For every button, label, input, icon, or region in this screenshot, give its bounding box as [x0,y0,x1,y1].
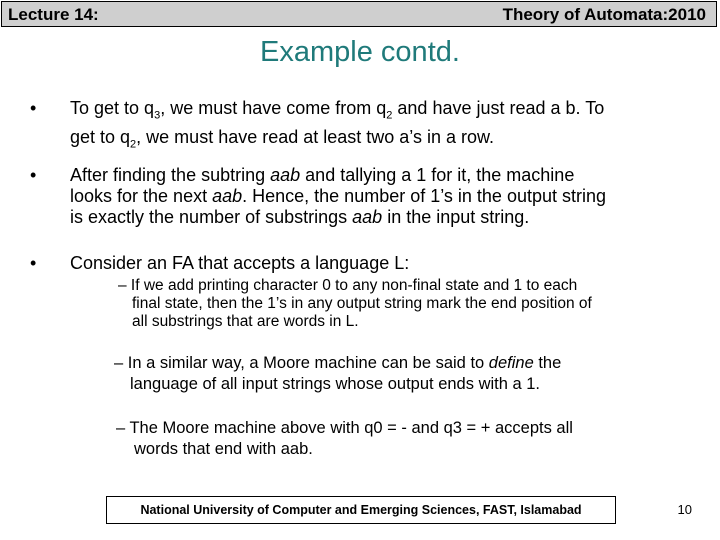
subitem-3 [116,418,696,460]
subitem-1 [118,277,688,331]
slide-footer: National University of Computer and Emerging Sciences, FAST, Islamabad [106,496,616,524]
bullet-1-text: To get to $q_3$, we must have come from $q_2$ and have just read a b. To get to $q_2$, we must have read at least two a’s in a row. [70,98,605,151]
page-number: 10 [677,502,692,517]
slide-header [1,1,717,27]
slide-title: Example contd. [260,36,460,68]
subitem-1-line-1: – If we add printing character 0 to any non-final state and 1 to each [118,277,578,294]
bullet-marker: • [30,165,37,185]
subitem-2: – In a similar way, a Moore machine can be said to define the language of all input strings whose output ends with a 1. [114,354,562,393]
bullet-2-text: After finding the subtring aab and tallying a 1 for it, the machine looks for the next aab. Hence, the number of 1’s in the output string is exactly the number of substrings aab in the input string. [70,165,607,227]
subitem-1-line-3: all substrings that are words in L. [132,313,359,330]
subitem-3-line-1: – The Moore machine above with q0 = - and q3 = + accepts all [116,419,573,437]
course-label: Theory of Automata:2010 [502,5,706,24]
subitem-1-line-2: final state, then the 1’s in any output string mark the end position of [132,295,592,312]
bullet-marker: • [30,253,37,273]
lecture-label: Lecture 14: [8,5,99,24]
bullet-marker: • [30,98,37,118]
subitem-3-line-2: words that end with aab. [134,440,313,458]
bullet-3-text: Consider an FA that accepts a language L: [70,253,410,273]
subitem-2-line-2: language of all input strings whose output ends with a 1. [130,375,541,393]
